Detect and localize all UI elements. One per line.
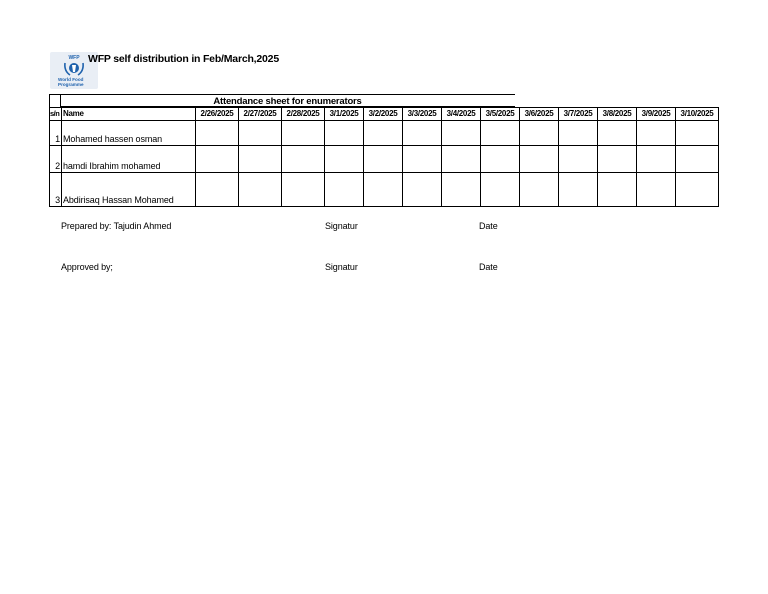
column-header-date: 3/3/2025	[403, 108, 442, 121]
attendance-cell[interactable]	[364, 173, 403, 207]
column-header-date: 3/8/2025	[598, 108, 637, 121]
column-header-date: 3/9/2025	[637, 108, 676, 121]
attendance-cell[interactable]	[403, 146, 442, 173]
attendance-cell[interactable]	[481, 146, 520, 173]
column-header-date: 3/4/2025	[442, 108, 481, 121]
attendance-cell[interactable]	[282, 146, 325, 173]
wfp-emblem-icon	[60, 53, 88, 77]
attendance-cell[interactable]	[442, 121, 481, 146]
logo-brand-short: WFP	[68, 55, 80, 61]
attendance-cell[interactable]	[403, 121, 442, 146]
attendance-cell[interactable]	[520, 173, 559, 207]
attendance-cell[interactable]	[196, 173, 239, 207]
attendance-cell[interactable]	[196, 121, 239, 146]
attendance-cell[interactable]	[282, 173, 325, 207]
attendance-cell[interactable]	[598, 146, 637, 173]
attendance-cell[interactable]	[239, 121, 282, 146]
column-header-date: 3/2/2025	[364, 108, 403, 121]
attendance-cell[interactable]	[520, 146, 559, 173]
attendance-cell[interactable]	[325, 173, 364, 207]
attendance-cell[interactable]	[481, 173, 520, 207]
table-header-row	[50, 108, 719, 121]
row-name: hamdi Ibrahim mohamed	[62, 146, 196, 173]
column-header-name: Name	[62, 108, 196, 121]
attendance-cell[interactable]	[637, 121, 676, 146]
attendance-cell[interactable]	[325, 121, 364, 146]
logo-text-line1: World Food	[58, 77, 84, 82]
attendance-cell[interactable]	[559, 146, 598, 173]
attendance-cell[interactable]	[282, 121, 325, 146]
column-header-date: 2/27/2025	[239, 108, 282, 121]
row-name: Mohamed hassen osman	[62, 121, 196, 146]
prepared-by-label: Prepared by: Tajudin Ahmed	[61, 221, 172, 231]
attendance-cell[interactable]	[598, 121, 637, 146]
row-sn: 1	[50, 121, 62, 146]
column-header-date: 3/1/2025	[325, 108, 364, 121]
prepared-signature-label: Signatur	[325, 221, 358, 231]
logo-text-line2: Programme	[58, 82, 84, 87]
attendance-cell[interactable]	[637, 173, 676, 207]
approved-signature-label: Signatur	[325, 262, 358, 272]
attendance-cell[interactable]	[598, 173, 637, 207]
column-header-date: 3/10/2025	[676, 108, 719, 121]
attendance-cell[interactable]	[676, 146, 719, 173]
attendance-cell[interactable]	[559, 121, 598, 146]
row-name: Abdirisaq Hassan Mohamed	[62, 173, 196, 207]
attendance-cell[interactable]	[364, 121, 403, 146]
table-row	[50, 146, 719, 173]
row-sn: 2	[50, 146, 62, 173]
table-row	[50, 121, 719, 146]
row-sn: 3	[50, 173, 62, 207]
approved-by-label: Approved by;	[61, 262, 113, 272]
column-header-sn: s/n	[50, 108, 62, 121]
approved-date-label: Date	[479, 262, 498, 272]
attendance-cell[interactable]	[239, 173, 282, 207]
column-header-date: 2/26/2025	[196, 108, 239, 121]
column-header-date: 3/7/2025	[559, 108, 598, 121]
attendance-cell[interactable]	[239, 146, 282, 173]
attendance-cell[interactable]	[481, 121, 520, 146]
attendance-cell[interactable]	[520, 121, 559, 146]
attendance-cell[interactable]	[364, 146, 403, 173]
attendance-cell[interactable]	[676, 173, 719, 207]
sheet-subtitle: Attendance sheet for enumerators	[60, 94, 515, 107]
attendance-cell[interactable]	[325, 146, 364, 173]
attendance-cell[interactable]	[676, 121, 719, 146]
attendance-cell[interactable]	[637, 146, 676, 173]
attendance-cell[interactable]	[196, 146, 239, 173]
attendance-cell[interactable]	[403, 173, 442, 207]
attendance-cell[interactable]	[559, 173, 598, 207]
attendance-table	[49, 107, 719, 207]
attendance-cell[interactable]	[442, 146, 481, 173]
column-header-date: 3/5/2025	[481, 108, 520, 121]
prepared-date-label: Date	[479, 221, 498, 231]
document-title: WFP self distribution in Feb/March,2025	[88, 53, 279, 65]
table-row	[50, 173, 719, 207]
column-header-date: 2/28/2025	[282, 108, 325, 121]
attendance-cell[interactable]	[442, 173, 481, 207]
column-header-date: 3/6/2025	[520, 108, 559, 121]
